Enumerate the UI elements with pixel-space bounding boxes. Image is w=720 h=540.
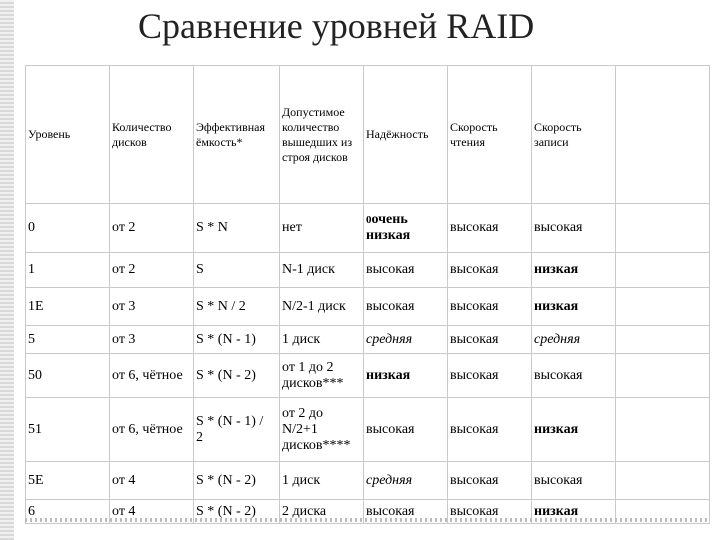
table-row xyxy=(26,462,710,500)
cell-empty xyxy=(616,398,710,462)
cell-fail-tolerance: N/2-1 диск xyxy=(280,288,364,326)
cell-fail-tolerance: 1 диск xyxy=(280,326,364,354)
cell-fail-tolerance: от 1 до 2 дисков*** xyxy=(280,354,364,398)
table-cutoff-edge xyxy=(25,518,709,522)
header-level: Уровень xyxy=(26,66,110,204)
cell-write-speed: низкая xyxy=(532,253,616,288)
cell-write-speed: средняя xyxy=(532,326,616,354)
cell-capacity: S * N / 2 xyxy=(194,288,280,326)
cell-read-speed: высокая xyxy=(448,253,532,288)
cell-capacity: S * (N - 2) xyxy=(194,462,280,500)
cell-disks: от 4 xyxy=(110,500,194,524)
cell-write-speed: низкая xyxy=(532,288,616,326)
cell-read-speed: высокая xyxy=(448,288,532,326)
cell-fail-tolerance: нет xyxy=(280,204,364,253)
cell-capacity: S * (N - 2) xyxy=(194,500,280,524)
cell-empty xyxy=(616,326,710,354)
cell-level: 5 xyxy=(26,326,110,354)
decorative-side-bar xyxy=(0,0,14,540)
cell-write-speed: высокая xyxy=(532,354,616,398)
cell-empty xyxy=(616,354,710,398)
cell-reliability: низкая xyxy=(364,354,448,398)
header-read-speed: Скорость чтения xyxy=(448,66,532,204)
cell-fail-tolerance: 1 диск xyxy=(280,462,364,500)
cell-empty xyxy=(616,204,710,253)
cell-disks: от 6, чётное xyxy=(110,354,194,398)
cell-write-speed: высокая xyxy=(532,204,616,253)
header-fail-tolerance: Допустимое количество вышедших из строя дисков xyxy=(280,66,364,204)
cell-read-speed: высокая xyxy=(448,326,532,354)
cell-level: 1 xyxy=(26,253,110,288)
cell-disks: от 3 xyxy=(110,326,194,354)
table-header-row xyxy=(26,66,710,204)
cell-empty xyxy=(616,253,710,288)
cell-disks: от 6, чётное xyxy=(110,398,194,462)
slide-title: Сравнение уровней RAID xyxy=(138,6,535,46)
cell-level: 50 xyxy=(26,354,110,398)
cell-level: 5E xyxy=(26,462,110,500)
cell-capacity: S xyxy=(194,253,280,288)
header-capacity: Эффективная ёмкость* xyxy=(194,66,280,204)
cell-read-speed: высокая xyxy=(448,204,532,253)
cell-reliability: высокая xyxy=(364,398,448,462)
cell-capacity: S * (N - 1) / 2 xyxy=(194,398,280,462)
cell-reliability: высокая xyxy=(364,288,448,326)
table-row xyxy=(26,288,710,326)
cell-capacity: S * N xyxy=(194,204,280,253)
cell-level: 51 xyxy=(26,398,110,462)
cell-reliability: высокая xyxy=(364,253,448,288)
cell-fail-tolerance: от 2 до N/2+1 дисков**** xyxy=(280,398,364,462)
cell-fail-tolerance: N-1 диск xyxy=(280,253,364,288)
table-row xyxy=(26,326,710,354)
cell-level: 6 xyxy=(26,500,110,524)
cell-read-speed: высокая xyxy=(448,462,532,500)
cell-read-speed: высокая xyxy=(448,398,532,462)
table-row xyxy=(26,253,710,288)
header-empty-cell xyxy=(616,66,710,204)
cell-capacity: S * (N - 1) xyxy=(194,326,280,354)
cell-disks: от 2 xyxy=(110,204,194,253)
cell-empty xyxy=(616,462,710,500)
cell-reliability: $^0$очень низкая xyxy=(364,204,448,253)
cell-disks: от 2 xyxy=(110,253,194,288)
header-disks: Количество дисков xyxy=(110,66,194,204)
cell-level: 1E xyxy=(26,288,110,326)
cell-reliability: средняя xyxy=(364,462,448,500)
cell-write-speed: высокая xyxy=(532,462,616,500)
cell-write-speed: низкая xyxy=(532,398,616,462)
cell-disks: от 4 xyxy=(110,462,194,500)
header-write-speed: Скорость записи xyxy=(532,66,616,204)
table-row xyxy=(26,398,710,462)
raid-comparison-table xyxy=(25,65,710,524)
cell-read-speed: высокая xyxy=(448,500,532,524)
cell-disks: от 3 xyxy=(110,288,194,326)
cell-read-speed: высокая xyxy=(448,354,532,398)
cell-write-speed: низкая xyxy=(532,500,616,524)
cell-capacity: S * (N - 2) xyxy=(194,354,280,398)
cell-level: 0 xyxy=(26,204,110,253)
cell-reliability: высокая xyxy=(364,500,448,524)
cell-reliability: средняя xyxy=(364,326,448,354)
table-row xyxy=(26,354,710,398)
cell-fail-tolerance: 2 диска xyxy=(280,500,364,524)
cell-empty xyxy=(616,288,710,326)
header-reliability: Надёжность xyxy=(364,66,448,204)
table-row xyxy=(26,204,710,253)
